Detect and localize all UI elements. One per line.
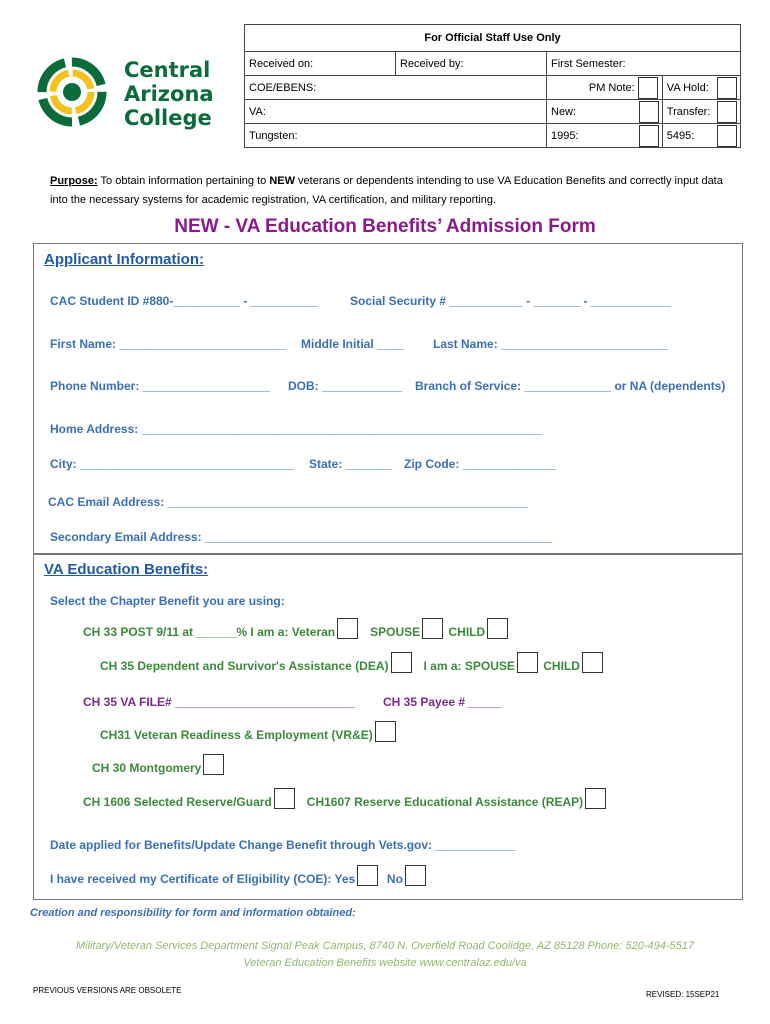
ch1606-label: CH 1606 Selected Reserve/Guard	[83, 795, 272, 809]
va-hold-checkbox[interactable]	[717, 77, 737, 99]
last-name-field[interactable]: Last Name: _________________________	[433, 337, 668, 351]
purpose-label: Purpose:	[50, 175, 98, 187]
first-name-field[interactable]: First Name: _________________________	[50, 337, 287, 351]
ch35-label: CH 35 Dependent and Survivor's Assistance (DEA)	[100, 659, 389, 673]
select-chapter-text: Select the Chapter Benefit you are using:	[50, 594, 285, 608]
y1995-checkbox[interactable]	[639, 125, 659, 147]
ch33-row	[83, 618, 510, 639]
logo-mark-icon	[36, 56, 108, 128]
zip-field[interactable]: Zip Code: ______________	[404, 457, 557, 471]
ch35-iam-label: I am a: SPOUSE	[423, 659, 515, 673]
ch1607-checkbox[interactable]	[585, 788, 606, 809]
ch35-payee-field[interactable]: CH 35 Payee # _____	[383, 695, 502, 709]
footer-address-line-2: Veteran Education Benefits website www.centralaz.edu/va	[243, 957, 527, 969]
y1995-cell	[547, 124, 663, 148]
ch35-file-field[interactable]: CH 35 VA FILE# ___________________________	[83, 695, 356, 709]
ch30-label: CH 30 Montgomery	[92, 761, 202, 775]
ch31-label: CH31 Veteran Readiness & Employment (VR&E)	[100, 728, 373, 742]
ch35-child-checkbox[interactable]	[582, 652, 603, 673]
new-label: New:	[551, 105, 577, 118]
pm-note-cell	[547, 76, 663, 100]
ch33-label: CH 33 POST 9/11 at ______% I am a: Veteran	[83, 625, 336, 639]
coe-ebens-cell[interactable]: COE/EBENS:	[245, 76, 547, 100]
ch35-row	[100, 652, 605, 673]
form-title: NEW - VA Education Benefits’ Admission Form	[174, 216, 596, 237]
va-cell[interactable]: VA:	[245, 100, 547, 124]
new-cell	[547, 100, 663, 124]
transfer-checkbox[interactable]	[717, 101, 737, 123]
coe-label: I have received my Certificate of Eligibility (COE): Yes	[50, 872, 356, 886]
transfer-label: Transfer:	[666, 105, 711, 118]
purpose-text-a: To obtain information pertaining to	[97, 175, 270, 187]
ch33-spouse-checkbox[interactable]	[422, 618, 443, 639]
ch35-child-label: CHILD	[543, 659, 580, 673]
ch30-row	[92, 754, 226, 775]
applicant-heading: Applicant Information:	[44, 251, 204, 268]
cac-email-field[interactable]: CAC Email Address: ______________________________________________________	[48, 495, 528, 509]
ch33-child-checkbox[interactable]	[487, 618, 508, 639]
ch31-checkbox[interactable]	[375, 721, 396, 742]
footer-credit: Creation and responsibility for form and information obtained:	[30, 907, 356, 919]
transfer-cell	[662, 100, 740, 124]
coe-no-checkbox[interactable]	[405, 865, 426, 886]
ch33-child-label: CHILD	[448, 625, 486, 639]
y1995-label: 1995:	[551, 129, 579, 142]
footer-address-line-1: Military/Veteran Services Department Signal Peak Campus, 8740 N. Overfield Road Coolidge, AZ 85128 Phone: 520-494-5517	[76, 940, 694, 952]
branch-field[interactable]: Branch of Service: _____________ or NA (dependents)	[415, 379, 726, 393]
purpose-bold: NEW	[269, 175, 295, 187]
ch1606-checkbox[interactable]	[274, 788, 295, 809]
logo-line-3: College	[124, 106, 212, 130]
pm-note-checkbox[interactable]	[638, 77, 658, 99]
college-logo	[36, 56, 108, 128]
date-applied-field[interactable]: Date applied for Benefits/Update Change Benefit through Vets.gov: ____________	[50, 838, 516, 852]
ch1607-label: CH1607 Reserve Educational Assistance (REAP)	[306, 795, 584, 809]
revised-date: REVISED: 15SEP21	[646, 990, 720, 999]
phone-field[interactable]: Phone Number: ___________________	[50, 379, 270, 393]
new-checkbox[interactable]	[639, 101, 659, 123]
ch30-checkbox[interactable]	[203, 754, 224, 775]
received-on-cell[interactable]: Received on:	[245, 52, 396, 76]
ch33-spouse-label: SPOUSE	[370, 625, 421, 639]
benefits-section	[33, 553, 743, 900]
dob-field[interactable]: DOB: ____________	[288, 379, 403, 393]
ch33-veteran-checkbox[interactable]	[337, 618, 358, 639]
footer-address	[0, 938, 770, 972]
ch31-row	[100, 721, 398, 742]
coe-row	[50, 865, 428, 886]
home-address-field[interactable]: Home Address: ____________________________________________________________	[50, 422, 543, 436]
purpose-text-b: veterans or dependents intending to use VA Education Benefits and correctly input data into the necessary systems for academic registration, VA certification, and military reporting.	[50, 175, 723, 206]
y5495-checkbox[interactable]	[717, 125, 737, 147]
purpose-text	[50, 172, 740, 210]
va-hold-cell	[662, 76, 740, 100]
coe-yes-checkbox[interactable]	[357, 865, 378, 886]
secondary-email-field[interactable]: Secondary Email Address: ____________________________________________________	[50, 530, 552, 544]
coe-no-label: No	[386, 872, 403, 886]
ch1606-row	[83, 788, 608, 809]
applicant-section	[33, 243, 743, 555]
ch35-checkbox[interactable]	[391, 652, 412, 673]
staff-header: For Official Staff Use Only	[245, 25, 741, 52]
first-semester-cell[interactable]: First Semester:	[547, 52, 741, 76]
logo-line-1: Central	[124, 58, 211, 82]
y5495-label: 5495:	[666, 129, 695, 142]
city-field[interactable]: City: ________________________________	[50, 457, 294, 471]
benefits-heading: VA Education Benefits:	[44, 561, 209, 578]
received-by-cell[interactable]: Received by:	[396, 52, 547, 76]
logo-line-2: Arizona	[124, 82, 214, 106]
ch35-spouse-checkbox[interactable]	[517, 652, 538, 673]
student-id-field[interactable]: CAC Student ID #880-__________ - __________	[50, 294, 318, 308]
pm-note-label: PM Note:	[588, 81, 635, 94]
obsolete-note: PREVIOUS VERSIONS ARE OBSOLETE	[33, 986, 182, 995]
middle-initial-field[interactable]: Middle Initial ____	[301, 337, 404, 351]
va-hold-label: VA Hold:	[666, 81, 709, 94]
college-name	[124, 58, 214, 130]
state-field[interactable]: State: _______	[309, 457, 393, 471]
staff-use-table	[244, 24, 741, 148]
y5495-cell	[662, 124, 740, 148]
ssn-field[interactable]: Social Security # ___________ - _______ - ____________	[350, 294, 671, 308]
tungsten-cell[interactable]: Tungsten:	[245, 124, 547, 148]
